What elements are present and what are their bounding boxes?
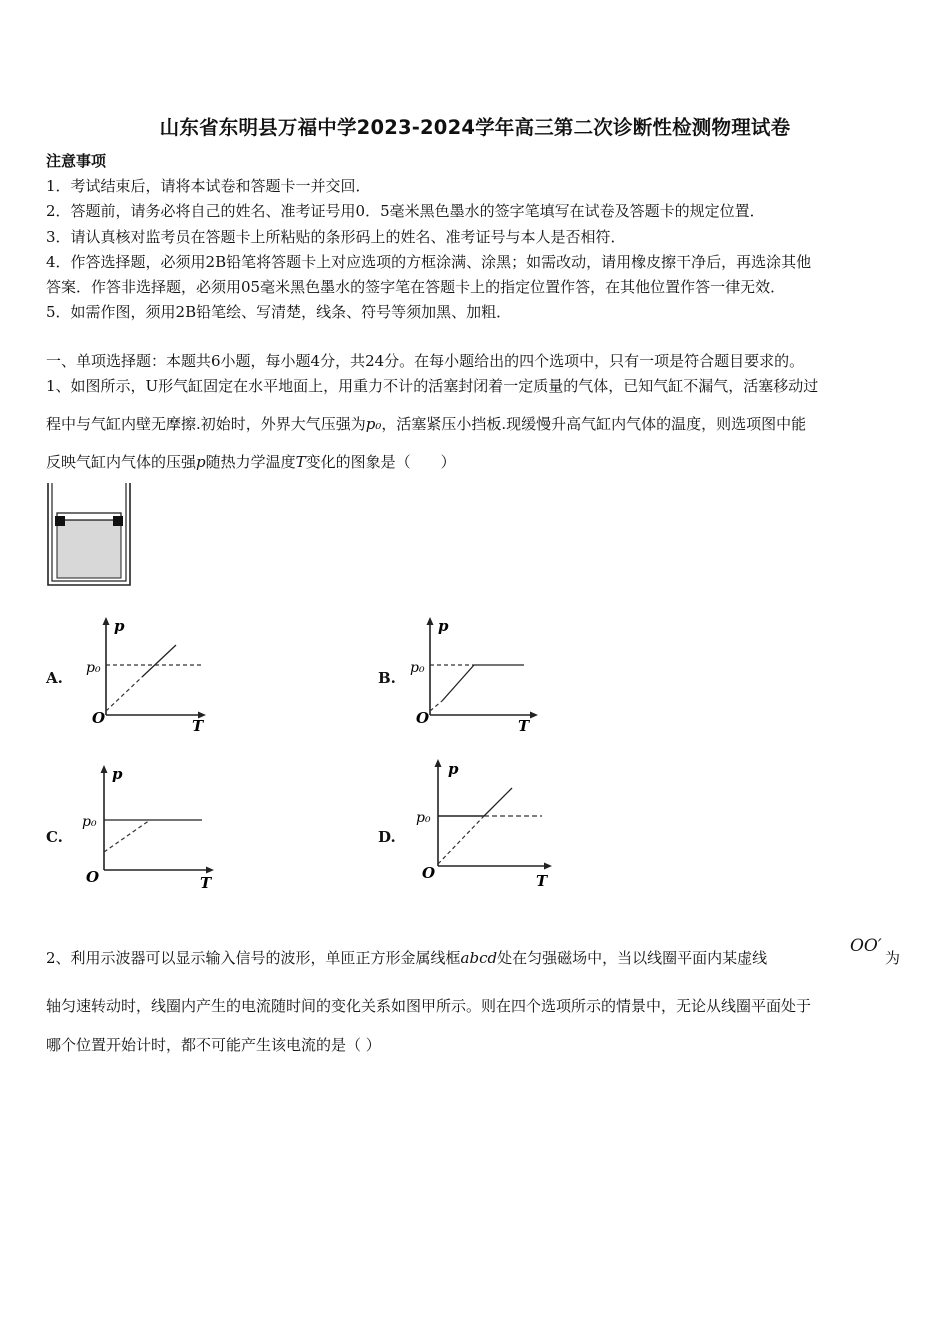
q1-line-1: 1、如图所示，U形气缸固定在水平地面上，用重力不计的活塞封闭着一定质量的气体，已知气缸不漏气，活塞移动过 xyxy=(46,377,819,395)
option-a-label: A. xyxy=(46,669,63,687)
q2-line-1 xyxy=(46,948,767,968)
q2-line-1b: 处在匀强磁场中，当以线圈平面内某虚线 xyxy=(497,949,768,967)
option-a-level: p₀ xyxy=(86,660,101,676)
option-b-origin: O xyxy=(416,709,430,727)
q2-line-3: 哪个位置开始计时，都不可能产生该电流的是（ ） xyxy=(46,1036,381,1054)
q1-T: T xyxy=(295,453,306,471)
option-c-axis-x: T xyxy=(200,874,212,892)
option-a-origin: O xyxy=(92,709,106,727)
q2-line-1a: 2、利用示波器可以显示输入信号的波形，单匝正方形金属线框 xyxy=(46,949,461,967)
q1-p: p xyxy=(196,453,206,471)
page-title: 山东省东明县万福中学2023-2024学年高三第二次诊断性检测物理试卷 xyxy=(159,116,791,139)
option-d-graph xyxy=(414,756,559,892)
q2-line-1c: 为 xyxy=(885,949,901,967)
option-d-level: p₀ xyxy=(416,810,431,826)
option-c-level: p₀ xyxy=(82,814,97,830)
option-c-axis-y: p xyxy=(112,765,123,783)
option-d-origin: O xyxy=(422,864,436,882)
q1-line-3c: 变化的图象是（ ） xyxy=(305,453,456,471)
cylinder-figure xyxy=(44,481,136,589)
option-a-axis-y: p xyxy=(114,617,125,635)
q1-line-3b: 随热力学温度 xyxy=(205,453,296,471)
option-c-origin: O xyxy=(86,868,100,886)
notice-heading: 注意事项 xyxy=(46,152,107,170)
q1-line-2a: 程中与气缸内壁无摩擦.初始时，外界大气压强为 xyxy=(46,415,366,433)
option-c-graph xyxy=(80,762,220,892)
option-b-graph xyxy=(404,615,544,737)
section1-heading: 一、单项选择题：本题共6小题，每小题4分，共24分。在每小题给出的四个选项中，只有一项是符合题目要求的。 xyxy=(46,352,805,370)
q1-line-3a: 反映气缸内气体的压强 xyxy=(46,453,197,471)
q1-line-3 xyxy=(46,452,456,472)
q2-line-2: 轴匀速转动时，线圈内产生的电流随时间的变化关系如图甲所示。则在四个选项所示的情景中，无论从线圈平面处于 xyxy=(46,997,812,1015)
notice-item-2: 2．答题前，请务必将自己的姓名、准考证号用0．5毫米黑色墨水的签字笔填写在试卷及答题卡的规定位置． xyxy=(46,202,765,220)
option-b-axis-y: p xyxy=(438,617,449,635)
q2-abcd: abcd xyxy=(460,949,498,967)
q1-line-2b: ，活塞紧压小挡板.现缓慢升高气缸内气体的温度，则选项图中能 xyxy=(381,415,807,433)
q1-line-2 xyxy=(46,414,806,434)
q2-axis-oo: OO′ xyxy=(850,936,882,956)
notice-item-4: 4．作答选择题，必须用2B铅笔将答题卡上对应选项的方框涂满、涂黑；如需改动，请用橡皮擦干净后，再选涂其他 xyxy=(46,253,812,271)
notice-item-1: 1．考试结束后，请将本试卷和答题卡一并交回． xyxy=(46,177,371,195)
option-b-axis-x: T xyxy=(518,717,530,735)
option-a-graph xyxy=(80,615,210,737)
q1-p0: p₀ xyxy=(365,415,382,433)
notice-item-5: 5．如需作图，须用2B铅笔绘、写清楚，线条、符号等须加黑、加粗． xyxy=(46,303,512,321)
option-a-axis-x: T xyxy=(192,717,204,735)
option-d-label: D. xyxy=(378,828,396,846)
option-d-axis-y: p xyxy=(448,760,459,778)
notice-item-4-cont: 答案．作答非选择题，必须用05毫米黑色墨水的签字笔在答题卡上的指定位置作答，在其他位置作答一律无效． xyxy=(46,278,786,296)
option-b-level: p₀ xyxy=(410,660,425,676)
option-b-label: B. xyxy=(378,669,396,687)
option-d-axis-x: T xyxy=(536,872,548,890)
option-c-label: C. xyxy=(46,828,63,846)
notice-item-3: 3．请认真核对监考员在答题卡上所粘贴的条形码上的姓名、准考证号与本人是否相符． xyxy=(46,228,626,246)
